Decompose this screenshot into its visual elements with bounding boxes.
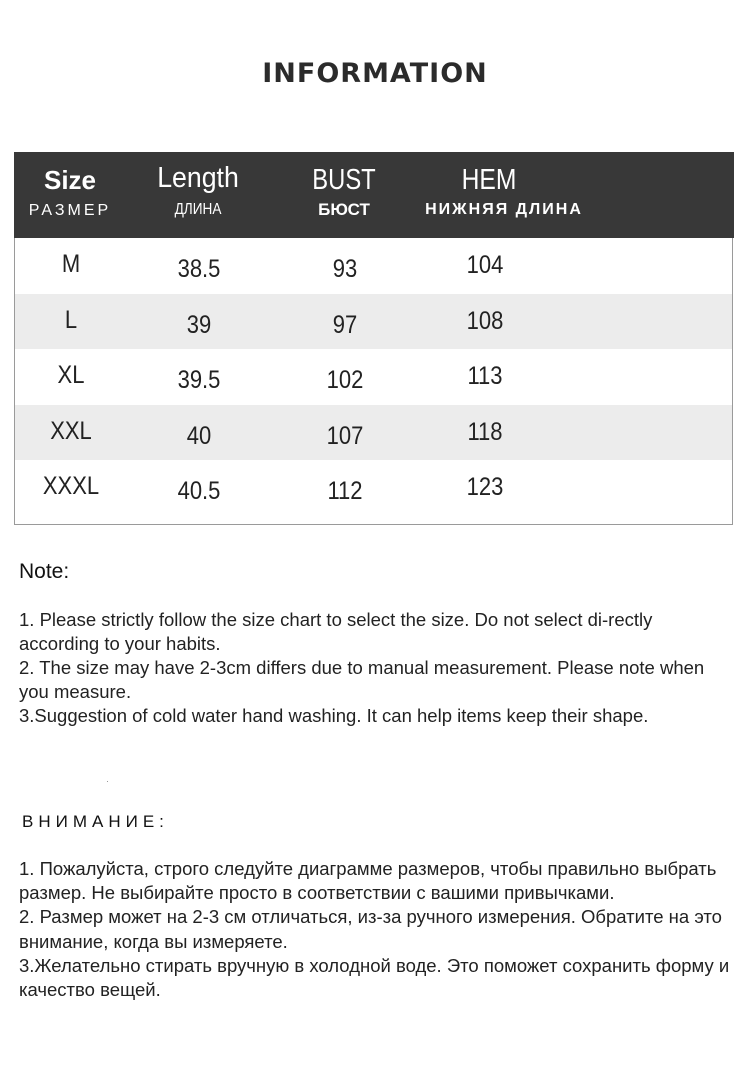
cell-bust: 102 [326,366,364,394]
cell-hem: 123 [466,473,504,501]
header-size-en: Size [43,165,97,195]
cell-hem: 113 [467,362,503,390]
note-ru-item: 1. Пожалуйста, строго следуйте диаграмме размеров, чтобы правильно выбрать размер. Не выбирайте просто в соответствии с вашими привычками. [19,858,717,904]
header-length-en: Length [157,162,239,194]
stray-dot [107,781,108,782]
cell-hem: 118 [467,417,503,446]
table-header [14,152,734,238]
cell-size: XXXL [42,472,100,500]
table-row [15,349,732,405]
note-heading: Note: [19,560,70,583]
cell-length: 39.5 [177,366,221,394]
cell-bust: 97 [332,310,358,339]
note-body [19,608,729,728]
page-title: INFORMATION [262,58,488,89]
table-body [15,238,732,523]
size-chart-table [14,152,733,525]
header-size-ru: РАЗМЕР [28,202,112,219]
header-bust-ru: БЮСТ [318,200,370,219]
note-ru-item: 2. Размер может на 2-3 см отличаться, из-за ручного измерения. Обратите на это внимание, когда вы измеряете. [19,906,722,952]
cell-size: L [64,305,78,334]
cell-size: XL [57,361,85,389]
table-row [15,238,732,294]
cell-bust: 93 [332,255,358,283]
note-ru-body [19,857,734,1002]
cell-length: 39 [186,310,212,339]
header-bust [294,164,394,219]
cell-hem: 108 [466,306,504,335]
header-length [142,162,254,219]
note-item: 2. The size may have 2-3cm differs due to manual measurement. Please note when you measure. [19,657,705,702]
cell-size: XXL [50,416,92,445]
table-row [15,460,732,523]
cell-size: M [61,250,81,278]
cell-length: 40 [186,421,212,450]
table-row [15,405,732,461]
note-ru-item: 3.Желательно стирать вручную в холодной воде. Это поможет сохранить форму и качество вещей. [19,954,730,1001]
header-hem-ru: НИЖНЯЯ ДЛИНА [425,201,583,218]
header-length-ru: ДЛИНА [174,201,222,218]
header-size [14,164,126,220]
cell-hem: 104 [466,251,504,279]
cell-length: 38.5 [177,255,221,283]
header-hem-en: HEM [461,164,517,196]
cell-length: 40.5 [177,477,221,505]
note-item: 3.Suggestion of cold water hand washing. It can help items keep their shape. [19,705,649,726]
header-bust-en: BUST [312,164,376,196]
note-ru-heading: ВНИМАНИЕ: [22,812,169,831]
header-hem [414,164,594,219]
cell-bust: 112 [327,477,363,505]
table-row [15,294,732,350]
note-item: 1. Please strictly follow the size chart to select the size. Do not select di-rectly according to your habits. [19,609,653,654]
cell-bust: 107 [326,421,364,450]
